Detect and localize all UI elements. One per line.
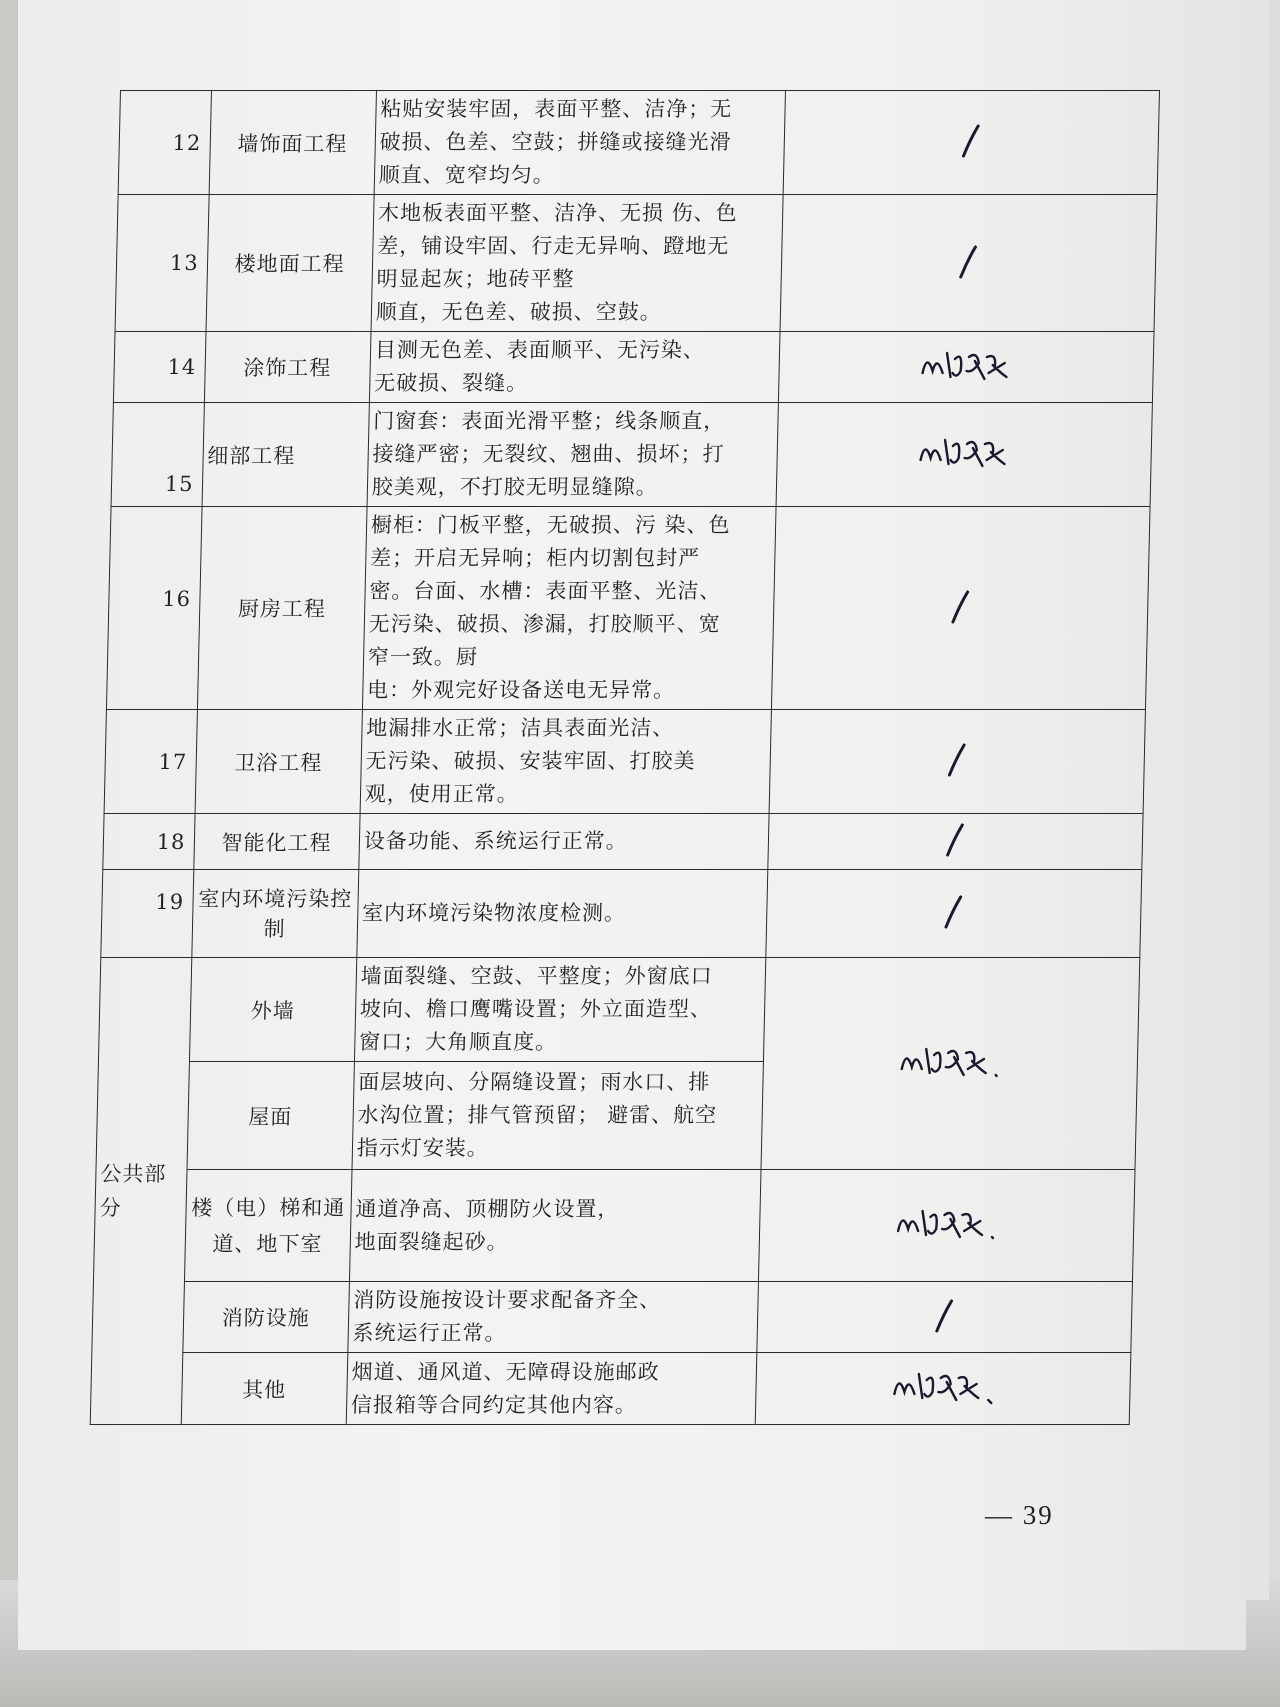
handwritten-check-mark — [939, 739, 976, 779]
standard-line: 接缝严密；无裂纹、翘曲、损坏；打 — [372, 442, 725, 466]
standard-line: 无污染、破损、安装牢固、打胶美 — [365, 749, 696, 773]
standard-line: 差，铺设牢固、行走无异响、蹬地无 — [376, 234, 730, 258]
page-number: — 39 — [985, 1500, 1054, 1530]
standard-line: 面层坡向、分隔缝设置；雨水口、排 — [357, 1070, 711, 1094]
result-cell — [784, 91, 1160, 195]
handwritten-signature — [888, 1364, 999, 1408]
handwritten-check-mark — [950, 241, 987, 281]
handwritten-check-mark — [937, 819, 974, 859]
handwritten-check-mark — [943, 586, 980, 626]
table-row — [111, 403, 1152, 507]
acceptance-standard — [362, 507, 776, 710]
standard-line: 窄一致。厨 — [367, 645, 479, 669]
acceptance-standard — [348, 1282, 759, 1353]
standard-line: 密。台面、水槽：表面平整、光洁、 — [369, 579, 722, 603]
row-number: 16 — [106, 507, 201, 710]
handwritten-check-mark — [936, 891, 973, 931]
standard-line: 地漏排水正常；洁具表面光洁、 — [366, 716, 675, 740]
standard-line: 明显起灰；地砖平整 — [376, 267, 575, 291]
item-name: 其他 — [181, 1353, 348, 1425]
table-row — [92, 1282, 1133, 1353]
standard-line: 电：外观完好设备送电无异常。 — [366, 678, 676, 702]
standard-line: 顺直、宽窄均匀。 — [378, 163, 556, 187]
item-name: 室内环境污染控制 — [191, 870, 358, 958]
acceptance-standard — [352, 1062, 764, 1170]
standard-line: 顺直，无色差、破损、空鼓。 — [375, 300, 663, 324]
acceptance-standard — [346, 1353, 757, 1425]
standard-line: 门窗套：表面光滑平整；线条顺直， — [372, 409, 726, 433]
result-cell — [779, 332, 1154, 403]
inspection-table — [90, 90, 1160, 1425]
table-row — [93, 1170, 1135, 1282]
handwritten-check-mark — [926, 1295, 963, 1335]
result-cell — [768, 814, 1143, 870]
acceptance-standard — [371, 195, 784, 332]
handwritten-signature — [892, 1201, 1003, 1245]
standard-line: 通道净高、顶棚防火设置， — [355, 1196, 620, 1221]
acceptance-standard — [367, 403, 779, 507]
item-name: 卫浴工程 — [195, 710, 363, 814]
standard-line: 系统运行正常。 — [352, 1321, 507, 1345]
standard-line: 木地板表面平整、洁净、无损 伤、色 — [377, 201, 738, 225]
table-row — [106, 507, 1150, 710]
standard-line: 墙面裂缝、空鼓、平整度；外窗底口 — [360, 964, 713, 988]
acceptance-standard — [357, 870, 769, 958]
standard-line: 设备功能、系统运行正常。 — [363, 829, 628, 853]
result-cell — [777, 403, 1153, 507]
acceptance-standard — [369, 332, 780, 403]
standard-line: 地面裂缝起砂。 — [354, 1229, 509, 1254]
table-row — [103, 814, 1143, 870]
standard-line: 差；开启无异响；柜内切割包封严 — [369, 546, 701, 570]
result-cell — [761, 958, 1139, 1170]
standard-line: 消防设施按设计要求配备齐全、 — [353, 1288, 662, 1312]
row-number: 14 — [113, 332, 205, 403]
table-row — [98, 958, 1139, 1062]
item-name: 消防设施 — [182, 1282, 349, 1353]
standard-line: 胶美观，不打胶无明显缝隙。 — [371, 475, 659, 499]
item-name: 楼地面工程 — [206, 195, 374, 332]
table-row — [115, 195, 1157, 332]
standard-line: 水沟位置；排气管预留； 避雷、航空 — [357, 1103, 718, 1127]
table-row — [113, 332, 1154, 403]
item-name: 细部工程 — [202, 403, 370, 507]
table-row — [104, 710, 1145, 814]
acceptance-standard — [349, 1170, 761, 1282]
handwritten-check-mark — [953, 120, 990, 160]
group-label: 公共部分 — [90, 958, 191, 1425]
item-name: 墙饰面工程 — [209, 91, 377, 195]
handwritten-signature — [895, 1039, 1006, 1083]
row-number: 13 — [115, 195, 209, 332]
result-cell — [772, 507, 1150, 710]
item-name: 楼（电）梯和通道、地下室 — [184, 1170, 352, 1282]
acceptance-standard — [354, 958, 766, 1062]
handwritten-signature — [914, 430, 1015, 474]
table-row — [118, 91, 1159, 195]
standard-line: 室内环境污染物浓度检测。 — [361, 901, 627, 925]
item-name: 屋面 — [187, 1062, 355, 1170]
standard-line: 目测无色差、表面顺平、无污染、 — [374, 338, 706, 362]
acceptance-standard — [374, 91, 786, 195]
item-name: 外墙 — [189, 958, 357, 1062]
result-cell — [770, 710, 1146, 814]
handwritten-signature — [916, 343, 1017, 387]
result-cell — [766, 870, 1142, 958]
standard-line: 粘贴安装牢固，表面平整、洁净；无 — [380, 97, 733, 121]
table-row — [90, 1353, 1131, 1425]
standard-line: 窗口；大角顺直度。 — [358, 1030, 558, 1054]
row-number: 18 — [103, 814, 195, 870]
row-number: 19 — [101, 870, 194, 958]
standard-line: 橱柜：门板平整，无破损、污 染、色 — [370, 513, 731, 537]
acceptance-standard — [359, 814, 770, 870]
standard-line: 观，使用正常。 — [364, 782, 520, 806]
standard-line: 指示灯安装。 — [356, 1136, 490, 1160]
standard-line: 烟道、通风道、无障碍设施邮政 — [351, 1359, 660, 1384]
result-cell — [780, 195, 1157, 332]
standard-line: 破损、色差、空鼓；拼缝或接缝光滑 — [379, 130, 732, 154]
standard-line: 无污染、破损、渗漏，打胶顺平、宽 — [368, 612, 721, 636]
standard-line: 信报箱等合同约定其他内容。 — [350, 1392, 638, 1417]
result-cell — [757, 1282, 1132, 1353]
table-row — [101, 870, 1142, 958]
row-number: 17 — [104, 710, 197, 814]
row-number: 15 — [111, 403, 204, 507]
acceptance-standard — [360, 710, 772, 814]
item-name: 厨房工程 — [197, 507, 367, 710]
standard-line: 坡向、檐口鹰嘴设置；外立面造型、 — [359, 997, 713, 1021]
item-name: 智能化工程 — [193, 814, 360, 870]
result-cell — [759, 1170, 1135, 1282]
standard-line: 无破损、裂缝。 — [373, 371, 529, 395]
item-name: 涂饰工程 — [204, 332, 371, 403]
row-number: 12 — [118, 91, 211, 195]
result-cell — [756, 1353, 1131, 1425]
